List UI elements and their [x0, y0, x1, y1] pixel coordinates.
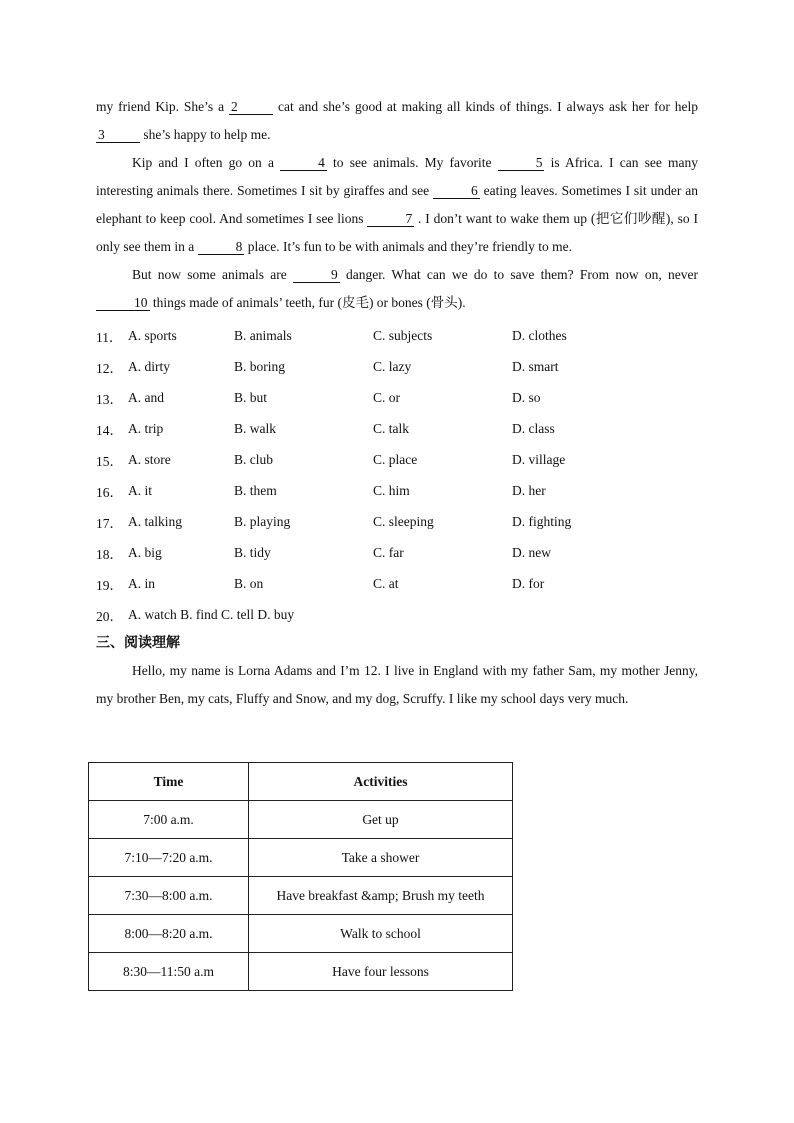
option-d: D. her — [512, 482, 546, 498]
option-inline-text: A. watch B. find C. tell D. buy — [128, 606, 295, 622]
question-number: 17． — [96, 515, 123, 531]
question-number: 19． — [96, 577, 123, 593]
option-b: B. on — [234, 575, 264, 591]
option-row-12 — [96, 351, 698, 382]
option-a: A. sports — [128, 327, 177, 343]
question-number: 18． — [96, 546, 123, 562]
option-c: C. or — [373, 389, 400, 405]
option-c: C. sleeping — [373, 513, 434, 529]
question-number: 13． — [96, 391, 123, 407]
option-a: A. and — [128, 389, 164, 405]
passage-text: my friend Kip. She’s a — [96, 99, 230, 114]
blank-10: 10 — [96, 295, 150, 311]
options-list — [96, 320, 698, 630]
cell-activity: Have breakfast &amp; Brush my teeth — [249, 877, 513, 915]
option-b: B. but — [234, 389, 268, 405]
passage-text: place. It’s fun to be with animals and they’re friendly to me. — [244, 239, 573, 254]
question-number: 20． — [96, 608, 123, 624]
option-b: B. walk — [234, 420, 276, 436]
blank-2: 2 — [229, 99, 273, 115]
option-c: C. lazy — [373, 358, 412, 374]
option-c: C. far — [373, 544, 404, 560]
question-number: 12． — [96, 360, 123, 376]
passage-text: . I don’t want to wake them up (把它们吵醒), so I only see them in a — [96, 211, 698, 254]
question-number: 14． — [96, 422, 123, 438]
option-d: D. new — [512, 544, 551, 560]
blank-8: 8 — [198, 239, 245, 255]
option-a: A. big — [128, 544, 162, 560]
table-row — [89, 877, 513, 915]
cell-activity: Take a shower — [249, 839, 513, 877]
passage-text: danger. What can we do to save them? From now on, never — [339, 267, 698, 282]
passage-paragraph-1 — [96, 93, 698, 149]
option-row-13 — [96, 382, 698, 413]
schedule-table — [88, 762, 513, 991]
table-row — [89, 801, 513, 839]
option-a: A. in — [128, 575, 155, 591]
option-c: C. place — [373, 451, 418, 467]
option-b: B. animals — [234, 327, 292, 343]
passage-text: is Africa. I can see many interesting animals there. Sometimes I sit by giraffes and see — [96, 155, 699, 198]
cell-time: 7:30—8:00 a.m. — [89, 877, 249, 915]
option-d: D. class — [512, 420, 555, 436]
blank-3: 3 — [96, 127, 140, 143]
blank-6: 6 — [433, 183, 480, 199]
passage-text: eating leaves. Sometimes I sit under an elephant to keep cool. And sometimes I see lions — [96, 183, 698, 226]
passage-paragraph-3 — [96, 261, 698, 317]
option-c: C. subjects — [373, 327, 433, 343]
option-d: D. village — [512, 451, 566, 467]
table-row — [89, 839, 513, 877]
header-activities: Activities — [249, 763, 513, 801]
option-row-16 — [96, 475, 698, 506]
option-d: D. fighting — [512, 513, 572, 529]
option-d: D. for — [512, 575, 545, 591]
option-a: A. store — [128, 451, 171, 467]
option-d: D. so — [512, 389, 541, 405]
option-d: D. clothes — [512, 327, 567, 343]
passage-paragraph-2 — [96, 149, 698, 261]
option-c: C. talk — [373, 420, 409, 436]
option-b: B. club — [234, 451, 273, 467]
option-b: B. them — [234, 482, 277, 498]
passage-text: to see animals. My favorite — [326, 155, 498, 170]
blank-9: 9 — [293, 267, 340, 283]
table-row — [89, 915, 513, 953]
section-title: 三、阅读理解 — [96, 635, 180, 651]
option-b: B. boring — [234, 358, 286, 374]
option-row-11 — [96, 320, 698, 351]
passage-text: But now some animals are — [132, 267, 293, 282]
cell-time: 8:30—11:50 a.m — [89, 953, 249, 991]
cell-time: 7:10—7:20 a.m. — [89, 839, 249, 877]
option-row-20 — [96, 599, 698, 630]
table-row — [89, 953, 513, 991]
option-d: D. smart — [512, 358, 559, 374]
option-b: B. playing — [234, 513, 291, 529]
header-time: Time — [89, 763, 249, 801]
reading-intro: Hello, my name is Lorna Adams and I’m 12. I live in England with my father Sam, my mother Jenny, my brother Ben, my cats, Fluffy and Snow, and my dog, Scruffy. I like my school days very much. — [96, 663, 698, 706]
table-header-row — [89, 763, 513, 801]
option-c: C. at — [373, 575, 399, 591]
option-b: B. tidy — [234, 544, 271, 560]
option-row-15 — [96, 444, 698, 475]
cell-activity: Have four lessons — [249, 953, 513, 991]
document-page — [96, 93, 698, 713]
question-number: 16． — [96, 484, 123, 500]
cell-time: 7:00 a.m. — [89, 801, 249, 839]
question-number: 15． — [96, 453, 123, 469]
option-row-18 — [96, 537, 698, 568]
blank-5: 5 — [498, 155, 545, 171]
cell-activity: Walk to school — [249, 915, 513, 953]
cell-time: 8:00—8:20 a.m. — [89, 915, 249, 953]
passage-text: Kip and I often go on a — [132, 155, 281, 170]
cell-activity: Get up — [249, 801, 513, 839]
passage-text: things made of animals’ teeth, fur (皮毛) or bones (骨头). — [149, 295, 466, 310]
option-a: A. it — [128, 482, 153, 498]
blank-7: 7 — [367, 211, 414, 227]
passage-text: she’s happy to help me. — [140, 127, 271, 142]
option-c: C. him — [373, 482, 410, 498]
option-a: A. dirty — [128, 358, 170, 374]
blank-4: 4 — [280, 155, 327, 171]
option-a: A. talking — [128, 513, 182, 529]
option-row-17 — [96, 506, 698, 537]
option-row-19 — [96, 568, 698, 599]
option-a: A. trip — [128, 420, 164, 436]
question-number: 11． — [96, 329, 123, 345]
passage-text: cat and she’s good at making all kinds of things. I always ask her for help — [273, 99, 698, 114]
option-row-14 — [96, 413, 698, 444]
